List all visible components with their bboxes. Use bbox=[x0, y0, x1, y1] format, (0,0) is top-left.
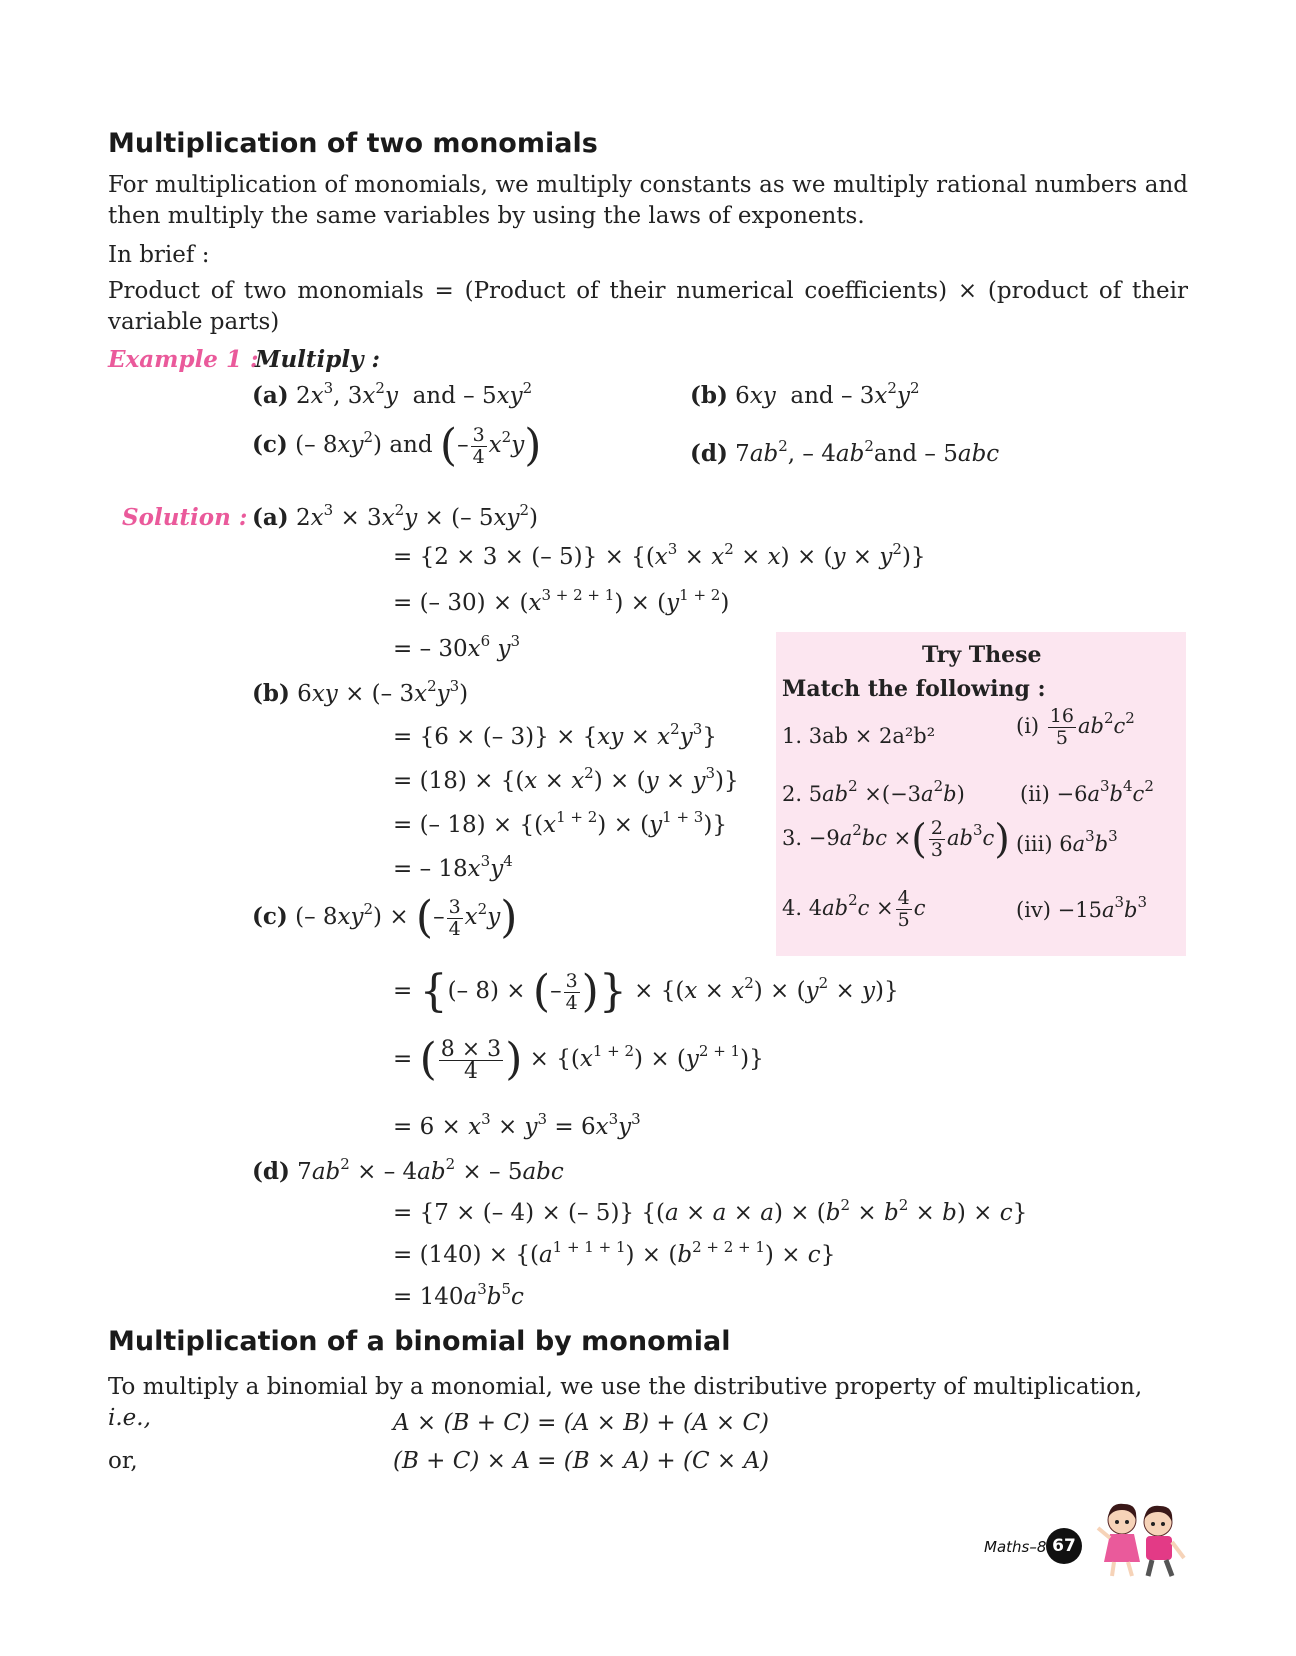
example-part-b: (b) 6xy and – $3x^2y^2$ bbox=[690, 379, 920, 409]
part-a-label: (a) bbox=[252, 504, 289, 531]
and-word: and bbox=[389, 432, 433, 458]
solution-a-line3: = (– $30) \times (x^{3 + 2 + 1}) \times (y^{1 + 2})$ bbox=[393, 586, 730, 616]
part-b-label: (b) bbox=[690, 382, 728, 409]
match-left-item-3: 3. $-9a^2bc$ ×( $\frac{2}{3}$ $ab^3c$) bbox=[782, 816, 1010, 863]
match-left-label: 2. bbox=[782, 782, 803, 806]
part-a-label: (a) bbox=[252, 382, 289, 409]
part-d-label: (d) bbox=[252, 1158, 290, 1185]
section-heading-two-monomials: Multiplication of two monomials bbox=[108, 128, 598, 159]
footer-book-title: Maths–8 bbox=[984, 1538, 1047, 1556]
try-these-title: Try These bbox=[922, 642, 1042, 668]
in-brief-label: In brief : bbox=[108, 242, 210, 268]
example-part-a: (a) $2x^3$, $3x^2y$ and – $5xy^2$ bbox=[252, 379, 533, 409]
match-right-item-3: (iii) $6a^3b^3$ bbox=[1016, 827, 1118, 856]
solution-d-line3: = $(140) \times \{(a^{1 + 1 + 1}) \times (b^{2 + 2 + 1}) \times c\}$ bbox=[393, 1238, 836, 1268]
page-number-badge: 67 bbox=[1046, 1528, 1082, 1564]
or-label: or, bbox=[108, 1448, 138, 1474]
product-rule-text: Product of two monomials = (Product of their numerical coefficients) × (product of their variable parts) bbox=[108, 278, 1188, 335]
solution-b-line1: (b) 6xy × (– $3x^2y^3$) bbox=[252, 677, 469, 707]
solution-b-line3: = $(18) \times \{(x \times x^2) \times (y \times y^3)\}$ bbox=[393, 764, 739, 794]
fraction: $\frac{3}{4}$ bbox=[448, 895, 461, 940]
fraction: $\frac{4}{5}$ bbox=[897, 887, 910, 931]
example-title: Multiply : bbox=[255, 346, 380, 373]
example-part-d: (d) $7ab^2$, – $4ab^2and - 5abc$ bbox=[690, 437, 1000, 467]
solution-c-line3: = ( $\frac{8 \times 3}{4}$ ) × $\{(x^{1 + 2}) \times (y^{2 + 1})\}$ bbox=[393, 1034, 764, 1085]
part-b-label: (b) bbox=[252, 680, 290, 707]
solution-label: Solution : bbox=[122, 504, 248, 531]
solution-b-line4: = (– $18) \times \{(x^{1 + 2}) \times (y^{1 + 3})\}$ bbox=[393, 808, 727, 838]
solution-c-line2: = {(– 8) × (– $\frac{3}{4}$ )} × $\{(x \times x^2) \times (y^2 \times y)\}$ bbox=[393, 966, 899, 1017]
match-left-label: 3. bbox=[782, 826, 803, 850]
try-these-box bbox=[776, 632, 1186, 956]
match-right-item-1: (i) $\frac{16}{5}$ $ab^2c^2$ bbox=[1016, 705, 1135, 749]
intro2-text: To multiply a binomial by a monomial, we use the distributive property of multiplication, bbox=[108, 1374, 1143, 1400]
and-word: and bbox=[873, 441, 918, 467]
solution-b-line5: = – $18x^3y^4$ bbox=[393, 852, 513, 882]
match-left-label: 4. bbox=[782, 896, 803, 920]
part-d-label: (d) bbox=[690, 440, 728, 467]
match-right-label: (iv) bbox=[1016, 898, 1051, 922]
fraction: $\frac{3}{4}$ bbox=[472, 423, 485, 468]
distributive-formula-2: (B + C) × A = (B × A) + (C × A) bbox=[393, 1448, 770, 1474]
solution-a-line2: = {2 × 3 × (– $5)\} \times \{(x^3 \times x^2 \times x) \times (y \times y^2)\}$ bbox=[393, 540, 926, 570]
section-heading-binomial-by-monomial: Multiplication of a binomial by monomial bbox=[108, 1326, 731, 1357]
match-right-item-2: $(ii) -6a^3b^4c^2$ bbox=[1020, 777, 1154, 806]
intro-paragraph: For multiplication of monomials, we multiply constants as we multiply rational numbers and then multiply the same variables by using the laws of exponents. bbox=[108, 172, 1188, 229]
match-left-item-2: 2. $5ab^2 \times(-3a^2b)$ bbox=[782, 777, 965, 806]
and-word: and bbox=[790, 383, 834, 409]
solution-c-line1: (c) (– $8xy^2$) × (– $\frac{3}{4}$ $x^2y$) bbox=[252, 892, 518, 943]
fraction: $\frac{3}{4}$ bbox=[565, 969, 578, 1014]
match-left-item-4: 4. $4ab^2c$ × $\frac{4}{5}$ c bbox=[782, 887, 926, 931]
match-right-label: (ii) bbox=[1020, 782, 1050, 806]
solution-c-line4: = $6 \times x^3 \times y^3 = 6x^3y^3$ bbox=[393, 1110, 641, 1140]
solution-d-line1: (d) $7ab^2$ × – $4ab^2$ × – 5abc bbox=[252, 1155, 564, 1185]
and-word: and bbox=[412, 383, 456, 409]
fraction: $\frac{2}{3}$ bbox=[930, 817, 943, 861]
match-left-item-1: 1. 3ab × 2a²b² bbox=[782, 724, 936, 748]
example-label: Example 1 : bbox=[108, 346, 259, 373]
solution-b-line2: = {6 × (– $3)\} \times \{xy \times x^2y^3\}$ bbox=[393, 720, 717, 750]
solution-d-line2: = {7 × (– 4) × (– 5)} $\{(a \times a \times a) \times (b^2 \times b^2 \times b) \times c\}$ bbox=[393, 1196, 1028, 1226]
fraction: $\frac{16}{5}$ bbox=[1049, 705, 1074, 749]
ie-text: i.e., bbox=[108, 1405, 151, 1431]
part-c-label: (c) bbox=[252, 903, 288, 930]
example-part-c: (c) (– $8xy^2$) and (– $\frac{3}{4}$ $x^2y$) bbox=[252, 420, 542, 471]
kids-illustration bbox=[1094, 1498, 1190, 1582]
match-right-item-4: $(iv) -15a^3b^3$ bbox=[1016, 893, 1148, 922]
solution-a-line4: = – $30x^6$ $y^3$ bbox=[393, 632, 521, 662]
match-right-label: (iii) bbox=[1016, 832, 1053, 856]
fraction: $\frac{8 \times 3}{4}$ bbox=[440, 1036, 502, 1084]
solution-a-line1: (a) $2x^3 \times 3x^2y$ × (– $5xy^2$) bbox=[252, 501, 539, 531]
part-c-label: (c) bbox=[252, 431, 288, 458]
try-these-subtitle: Match the following : bbox=[782, 676, 1046, 702]
solution-d-line4: = $140a^3b^5c$ bbox=[393, 1280, 524, 1310]
match-right-label: (i) bbox=[1016, 714, 1040, 738]
distributive-formula-1: A × (B + C) = (A × B) + (A × C) bbox=[393, 1410, 770, 1436]
